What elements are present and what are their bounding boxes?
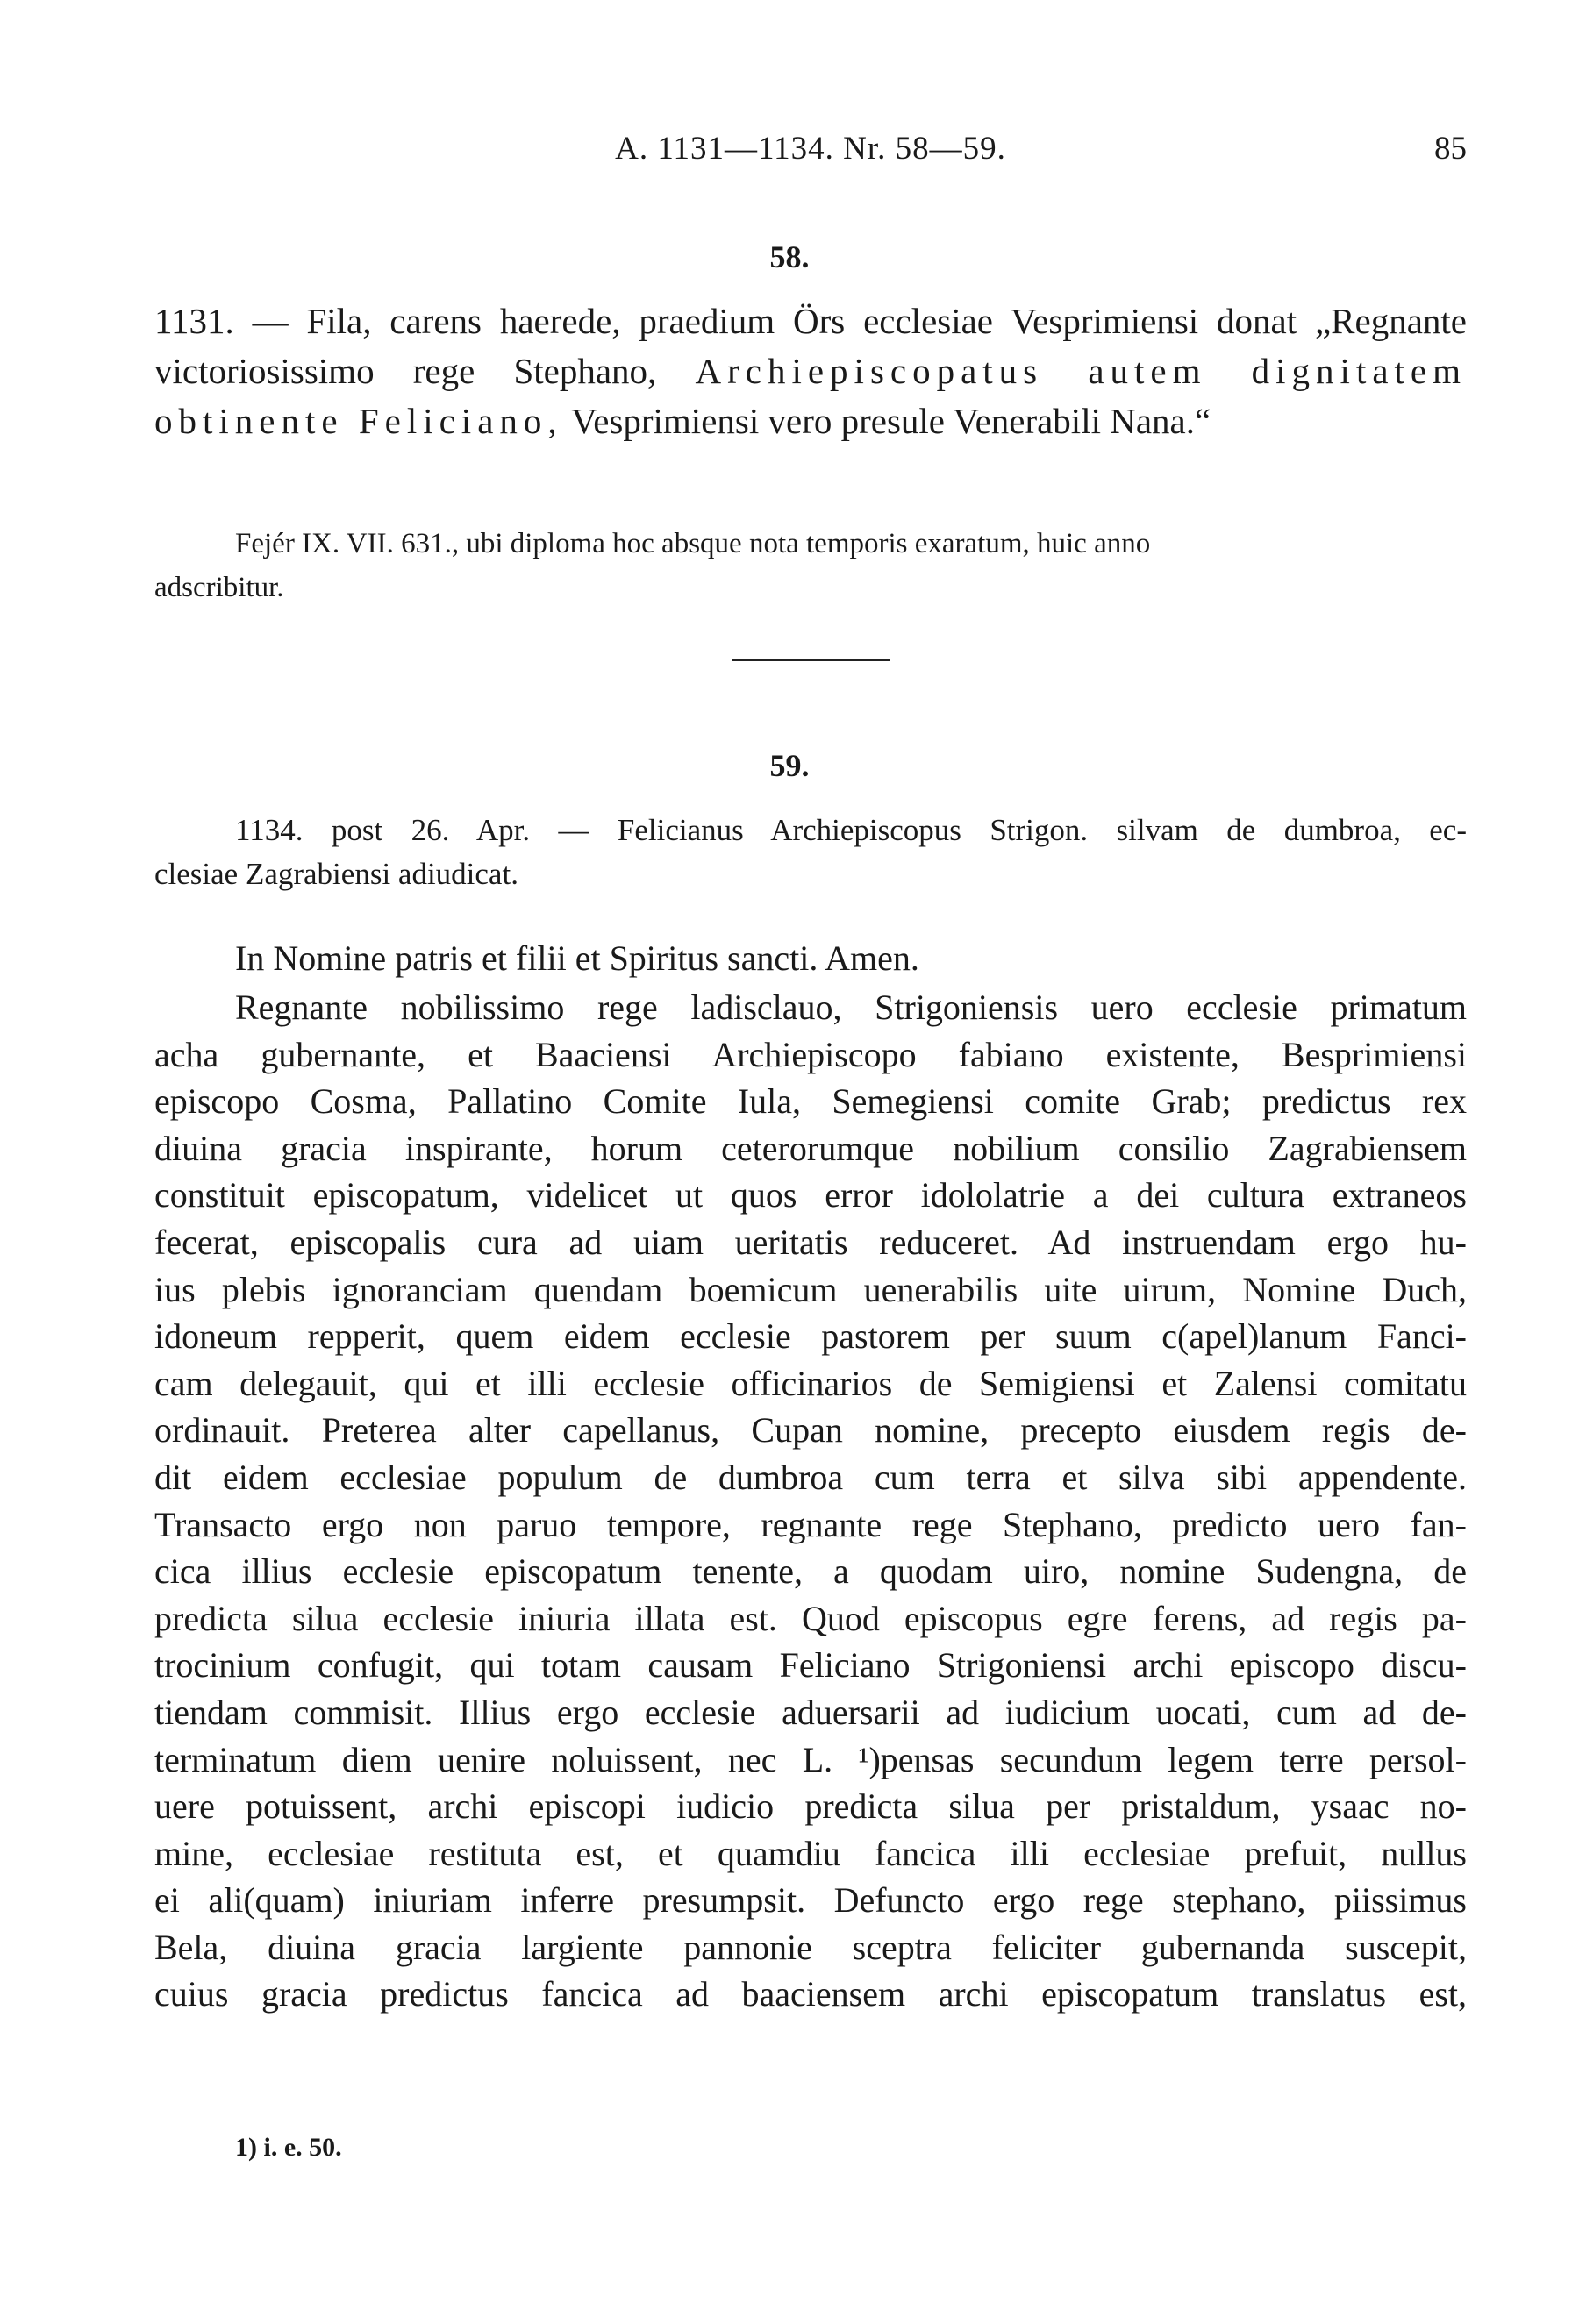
text-line: fecerat, episcopalis cura ad uiam ueritatis reduceret. Ad instruendam ergo hu- bbox=[154, 1222, 1467, 1262]
text-line: diuina gracia inspirante, horum ceterorumque nobilium consilio Zagrabiensem bbox=[154, 1128, 1467, 1168]
text-line: constituit episcopatum, videlicet ut quos error idololatrie a dei cultura extraneos bbox=[154, 1175, 1467, 1215]
charter-number-58: 58. bbox=[769, 239, 810, 274]
text-line: idoneum repperit, quem eidem ecclesie pastorem per suum c(apel)lanum Fanci- bbox=[154, 1316, 1467, 1357]
charter-58-regest bbox=[154, 296, 1467, 446]
charter-58-regest-spaced: Archiepiscopatus autem dignitatem obtinente Feliciano, bbox=[154, 351, 1468, 441]
charter-59-regest bbox=[154, 809, 1467, 896]
text-line: dit eidem ecclesiae populum de dumbroa cum terra et silva sibi appendente. bbox=[154, 1457, 1467, 1497]
charter-59-invocation: In Nomine patris et filii et Spiritus sancti. Amen. bbox=[235, 938, 919, 978]
charter-58-regest-text: 1131. — Fila, carens haerede, praedium Örs ecclesiae Vesprimiensi donat „Regnante victoriosissimo rege Stephano, bbox=[154, 301, 1467, 391]
text-line: mine, ecclesiae restituta est, et quamdiu fancica illi ecclesiae prefuit, nullus bbox=[154, 1833, 1467, 1873]
text-line: episcopo Cosma, Pallatino Comite Iula, Semegiensi comite Grab; predictus rex bbox=[154, 1081, 1467, 1122]
charter-58-source bbox=[154, 522, 1467, 610]
text-line: tiendam commisit. Illius ergo ecclesie aduersarii ad iudicium uocati, cum ad de- bbox=[154, 1692, 1467, 1732]
text-line: uere potuissent, archi episcopi iudicio predicta silua per pristaldum, ysaac no- bbox=[154, 1786, 1467, 1827]
text-line: predicta silua ecclesie iniuria illata est. Quod episcopus egre ferens, ad regis pa- bbox=[154, 1598, 1467, 1638]
charter-number-59: 59. bbox=[769, 748, 810, 783]
text-line: terminatum diem uenire noluissent, nec L. ¹)pensas secundum legem terre persol- bbox=[154, 1739, 1467, 1779]
running-header bbox=[154, 130, 1467, 175]
charter-58-source-line-2: adscribitur. bbox=[154, 572, 284, 603]
charter-58-source-line-1: Fejér IX. VII. 631., ubi diploma hoc absque nota temporis exaratum, huic anno bbox=[235, 528, 1151, 560]
text-line: cica illius ecclesie episcopatum tenente, a quodam uiro, nomine Sudengna, de bbox=[154, 1551, 1467, 1592]
text-line: Bela, diuina gracia largiente pannonie sceptra feliciter gubernanda suscepit, bbox=[154, 1927, 1467, 1967]
text-line: acha gubernante, et Baaciensi Archiepiscopo fabiano existente, Besprimiensi bbox=[154, 1034, 1467, 1074]
text-line: cuius gracia predictus fancica ad baaciensem archi episcopatum translatus est, bbox=[154, 1974, 1467, 2014]
text-line: cam delegauit, qui et illi ecclesie officinarios de Semigiensi et Zalensi comitatu bbox=[154, 1363, 1467, 1403]
text-line: trocinium confugit, qui totam causam Feliciano Strigoniensi archi episcopo discu- bbox=[154, 1645, 1467, 1686]
text-line: ordinauit. Preterea alter capellanus, Cupan nomine, precepto eiusdem regis de- bbox=[154, 1410, 1467, 1451]
text-line: Regnante nobilissimo rege ladisclauo, Strigoniensis uero ecclesie primatum bbox=[235, 987, 1467, 1027]
charter-58-regest-end: Vesprimiensi vero presule Venerabili Nana.“ bbox=[571, 401, 1211, 441]
section-divider bbox=[732, 659, 890, 661]
text-line: ius plebis ignoranciam quendam boemicum uenerabilis uite uirum, Nomine Duch, bbox=[154, 1269, 1467, 1309]
charter-59-regest-line-1: 1134. post 26. Apr. — Felicianus Archiepiscopus Strigon. silvam de dumbroa, ec- bbox=[235, 813, 1467, 847]
running-title: A. 1131—1134. Nr. 58—59. bbox=[615, 131, 1006, 167]
text-line: ei ali(quam) iniuriam inferre presumpsit. Defuncto ergo rege stephano, piissimus bbox=[154, 1880, 1467, 1921]
page-number: 85 bbox=[1434, 131, 1467, 167]
charter-59-text bbox=[154, 984, 1467, 2018]
text-line: Transacto ergo non paruo tempore, regnante rege Stephano, predicto uero fan- bbox=[154, 1504, 1467, 1544]
charter-59-regest-line-2: clesiae Zagrabiensi adiudicat. bbox=[154, 857, 518, 891]
footnote: 1) i. e. 50. bbox=[235, 2133, 342, 2162]
